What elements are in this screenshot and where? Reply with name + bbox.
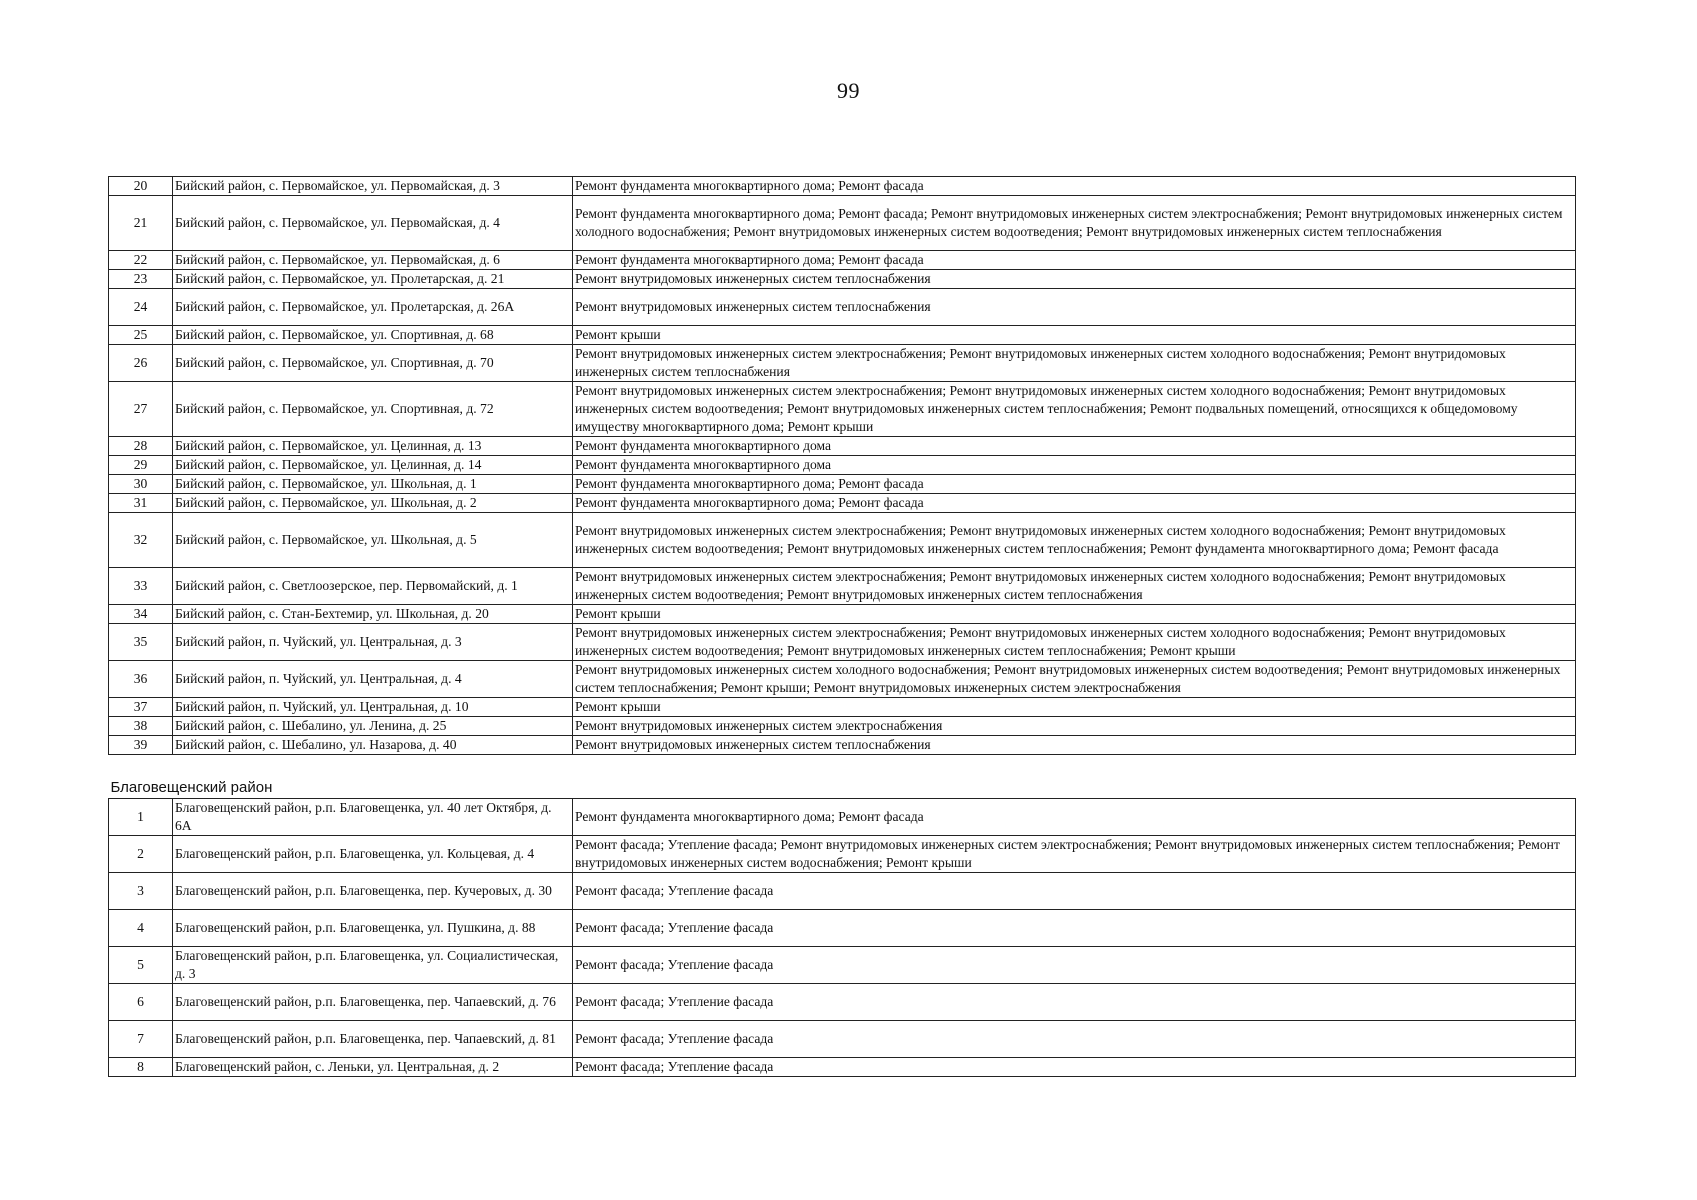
row-address: Бийский район, с. Первомайское, ул. Целинная, д. 13 bbox=[173, 437, 573, 456]
table-row bbox=[109, 910, 1576, 947]
row-number: 32 bbox=[109, 513, 173, 568]
row-number: 22 bbox=[109, 251, 173, 270]
row-number: 6 bbox=[109, 984, 173, 1021]
row-address: Бийский район, с. Первомайское, ул. Первомайская, д. 6 bbox=[173, 251, 573, 270]
row-address: Бийский район, с. Первомайское, ул. Пролетарская, д. 21 bbox=[173, 270, 573, 289]
table-row bbox=[109, 513, 1576, 568]
row-address: Бийский район, п. Чуйский, ул. Центральная, д. 4 bbox=[173, 661, 573, 698]
table-row bbox=[109, 437, 1576, 456]
row-number: 28 bbox=[109, 437, 173, 456]
table-row bbox=[109, 717, 1576, 736]
row-address: Бийский район, с. Первомайское, ул. Школьная, д. 5 bbox=[173, 513, 573, 568]
row-works: Ремонт фундамента многоквартирного дома bbox=[573, 437, 1576, 456]
row-address: Благовещенский район, р.п. Благовещенка, ул. 40 лет Октября, д. 6А bbox=[173, 799, 573, 836]
table-row bbox=[109, 177, 1576, 196]
row-works: Ремонт внутридомовых инженерных систем электроснабжения; Ремонт внутридомовых инженерных систем холодного водоснабжения; Ремонт внутридомовых инженерных систем водоотведения; Ремонт внутридомовых инженерных систем теплоснабжения; Ремонт фундамента многоквартирного дома; Ремонт фасада bbox=[573, 513, 1576, 568]
row-number: 8 bbox=[109, 1058, 173, 1077]
works-table bbox=[108, 176, 1576, 1077]
row-number: 21 bbox=[109, 196, 173, 251]
row-number: 35 bbox=[109, 624, 173, 661]
table-row bbox=[109, 736, 1576, 755]
row-works: Ремонт фундамента многоквартирного дома; Ремонт фасада; Ремонт внутридомовых инженерных систем электроснабжения; Ремонт внутридомовых инженерных систем холодного водоснабжения; Ремонт внутридомовых инженерных систем водоотведения; Ремонт внутридомовых инженерных систем теплоснабжения bbox=[573, 196, 1576, 251]
row-number: 34 bbox=[109, 605, 173, 624]
row-number: 7 bbox=[109, 1021, 173, 1058]
row-address: Бийский район, с. Первомайское, ул. Пролетарская, д. 26А bbox=[173, 289, 573, 326]
table-row bbox=[109, 661, 1576, 698]
row-number: 38 bbox=[109, 717, 173, 736]
row-address: Бийский район, с. Первомайское, ул. Спортивная, д. 68 bbox=[173, 326, 573, 345]
row-works: Ремонт фасада; Утепление фасада bbox=[573, 984, 1576, 1021]
row-works: Ремонт фундамента многоквартирного дома; Ремонт фасада bbox=[573, 799, 1576, 836]
table-row bbox=[109, 624, 1576, 661]
row-number: 30 bbox=[109, 475, 173, 494]
table-row bbox=[109, 799, 1576, 836]
row-address: Бийский район, с. Первомайское, ул. Школьная, д. 1 bbox=[173, 475, 573, 494]
table-row bbox=[109, 836, 1576, 873]
row-works: Ремонт внутридомовых инженерных систем электроснабжения; Ремонт внутридомовых инженерных систем холодного водоснабжения; Ремонт внутридомовых инженерных систем водоотведения; Ремонт внутридомовых инженерных систем теплоснабжения; Ремонт крыши bbox=[573, 624, 1576, 661]
row-address: Бийский район, с. Первомайское, ул. Спортивная, д. 72 bbox=[173, 382, 573, 437]
row-number: 5 bbox=[109, 947, 173, 984]
page-number: 99 bbox=[837, 78, 860, 103]
section-row bbox=[109, 755, 1576, 799]
row-number: 37 bbox=[109, 698, 173, 717]
table-row bbox=[109, 568, 1576, 605]
row-number: 29 bbox=[109, 456, 173, 475]
table-row bbox=[109, 698, 1576, 717]
row-address: Благовещенский район, р.п. Благовещенка, пер. Чапаевский, д. 76 bbox=[173, 984, 573, 1021]
row-works: Ремонт внутридомовых инженерных систем холодного водоснабжения; Ремонт внутридомовых инженерных систем водоотведения; Ремонт внутридомовых инженерных систем теплоснабжения; Ремонт крыши; Ремонт внутридомовых инженерных систем электроснабжения bbox=[573, 661, 1576, 698]
row-works: Ремонт внутридомовых инженерных систем электроснабжения bbox=[573, 717, 1576, 736]
table-row bbox=[109, 1058, 1576, 1077]
row-address: Благовещенский район, с. Леньки, ул. Центральная, д. 2 bbox=[173, 1058, 573, 1077]
table-row bbox=[109, 196, 1576, 251]
row-address: Бийский район, с. Шебалино, ул. Назарова, д. 40 bbox=[173, 736, 573, 755]
row-address: Бийский район, с. Первомайское, ул. Первомайская, д. 3 bbox=[173, 177, 573, 196]
row-number: 36 bbox=[109, 661, 173, 698]
row-address: Бийский район, п. Чуйский, ул. Центральная, д. 10 bbox=[173, 698, 573, 717]
table-row bbox=[109, 873, 1576, 910]
row-works: Ремонт внутридомовых инженерных систем электроснабжения; Ремонт внутридомовых инженерных систем холодного водоснабжения; Ремонт внутридомовых инженерных систем водоотведения; Ремонт внутридомовых инженерных систем теплоснабжения bbox=[573, 568, 1576, 605]
table-row bbox=[109, 947, 1576, 984]
row-address: Благовещенский район, р.п. Благовещенка, ул. Социалистическая, д. 3 bbox=[173, 947, 573, 984]
row-works: Ремонт фасада; Утепление фасада bbox=[573, 1058, 1576, 1077]
row-works: Ремонт фасада; Утепление фасада bbox=[573, 947, 1576, 984]
row-number: 2 bbox=[109, 836, 173, 873]
table-row bbox=[109, 605, 1576, 624]
row-address: Бийский район, с. Шебалино, ул. Ленина, д. 25 bbox=[173, 717, 573, 736]
table-row bbox=[109, 456, 1576, 475]
row-works: Ремонт фундамента многоквартирного дома bbox=[573, 456, 1576, 475]
row-address: Благовещенский район, р.п. Благовещенка, пер. Чапаевский, д. 81 bbox=[173, 1021, 573, 1058]
row-works: Ремонт внутридомовых инженерных систем электроснабжения; Ремонт внутридомовых инженерных систем холодного водоснабжения; Ремонт внутридомовых инженерных систем водоотведения; Ремонт внутридомовых инженерных систем теплоснабжения; Ремонт подвальных помещений, относящихся к общедомовому имуществу многоквартирного дома; Ремонт крыши bbox=[573, 382, 1576, 437]
table-row bbox=[109, 1021, 1576, 1058]
row-address: Благовещенский район, р.п. Благовещенка, ул. Пушкина, д. 88 bbox=[173, 910, 573, 947]
table-row bbox=[109, 270, 1576, 289]
row-number: 39 bbox=[109, 736, 173, 755]
row-address: Бийский район, с. Первомайское, ул. Целинная, д. 14 bbox=[173, 456, 573, 475]
row-works: Ремонт фундамента многоквартирного дома; Ремонт фасада bbox=[573, 475, 1576, 494]
row-works: Ремонт фасада; Утепление фасада bbox=[573, 873, 1576, 910]
row-number: 24 bbox=[109, 289, 173, 326]
row-works: Ремонт крыши bbox=[573, 326, 1576, 345]
row-number: 25 bbox=[109, 326, 173, 345]
table-row bbox=[109, 345, 1576, 382]
row-works: Ремонт внутридомовых инженерных систем теплоснабжения bbox=[573, 270, 1576, 289]
row-address: Бийский район, с. Первомайское, ул. Спортивная, д. 70 bbox=[173, 345, 573, 382]
row-number: 27 bbox=[109, 382, 173, 437]
row-works: Ремонт фундамента многоквартирного дома; Ремонт фасада bbox=[573, 177, 1576, 196]
row-works: Ремонт фасада; Утепление фасада; Ремонт внутридомовых инженерных систем электроснабжения; Ремонт внутридомовых инженерных систем теплоснабжения; Ремонт внутридомовых инженерных систем водоснабжения; Ремонт крыши bbox=[573, 836, 1576, 873]
row-address: Бийский район, с. Светлоозерское, пер. Первомайский, д. 1 bbox=[173, 568, 573, 605]
table-row bbox=[109, 382, 1576, 437]
table-row bbox=[109, 251, 1576, 270]
row-works: Ремонт внутридомовых инженерных систем электроснабжения; Ремонт внутридомовых инженерных систем холодного водоснабжения; Ремонт внутридомовых инженерных систем теплоснабжения bbox=[573, 345, 1576, 382]
row-address: Бийский район, с. Первомайское, ул. Первомайская, д. 4 bbox=[173, 196, 573, 251]
row-works: Ремонт крыши bbox=[573, 605, 1576, 624]
row-works: Ремонт внутридомовых инженерных систем теплоснабжения bbox=[573, 736, 1576, 755]
row-address: Благовещенский район, р.п. Благовещенка, пер. Кучеровых, д. 30 bbox=[173, 873, 573, 910]
row-number: 3 bbox=[109, 873, 173, 910]
works-table-body bbox=[109, 177, 1576, 1077]
row-works: Ремонт фасада; Утепление фасада bbox=[573, 910, 1576, 947]
row-number: 20 bbox=[109, 177, 173, 196]
table-row bbox=[109, 475, 1576, 494]
row-number: 33 bbox=[109, 568, 173, 605]
section-title: Благовещенский район bbox=[109, 755, 1576, 799]
row-address: Бийский район, с. Первомайское, ул. Школьная, д. 2 bbox=[173, 494, 573, 513]
row-number: 1 bbox=[109, 799, 173, 836]
table-row bbox=[109, 984, 1576, 1021]
works-table-container bbox=[108, 176, 1576, 1077]
table-row bbox=[109, 494, 1576, 513]
row-works: Ремонт фундамента многоквартирного дома; Ремонт фасада bbox=[573, 494, 1576, 513]
row-works: Ремонт фасада; Утепление фасада bbox=[573, 1021, 1576, 1058]
row-number: 31 bbox=[109, 494, 173, 513]
table-row bbox=[109, 326, 1576, 345]
row-works: Ремонт внутридомовых инженерных систем теплоснабжения bbox=[573, 289, 1576, 326]
row-number: 26 bbox=[109, 345, 173, 382]
row-number: 23 bbox=[109, 270, 173, 289]
table-row bbox=[109, 289, 1576, 326]
row-works: Ремонт фундамента многоквартирного дома; Ремонт фасада bbox=[573, 251, 1576, 270]
row-number: 4 bbox=[109, 910, 173, 947]
row-address: Бийский район, п. Чуйский, ул. Центральная, д. 3 bbox=[173, 624, 573, 661]
row-works: Ремонт крыши bbox=[573, 698, 1576, 717]
row-address: Благовещенский район, р.п. Благовещенка, ул. Кольцевая, д. 4 bbox=[173, 836, 573, 873]
row-address: Бийский район, с. Стан-Бехтемир, ул. Школьная, д. 20 bbox=[173, 605, 573, 624]
